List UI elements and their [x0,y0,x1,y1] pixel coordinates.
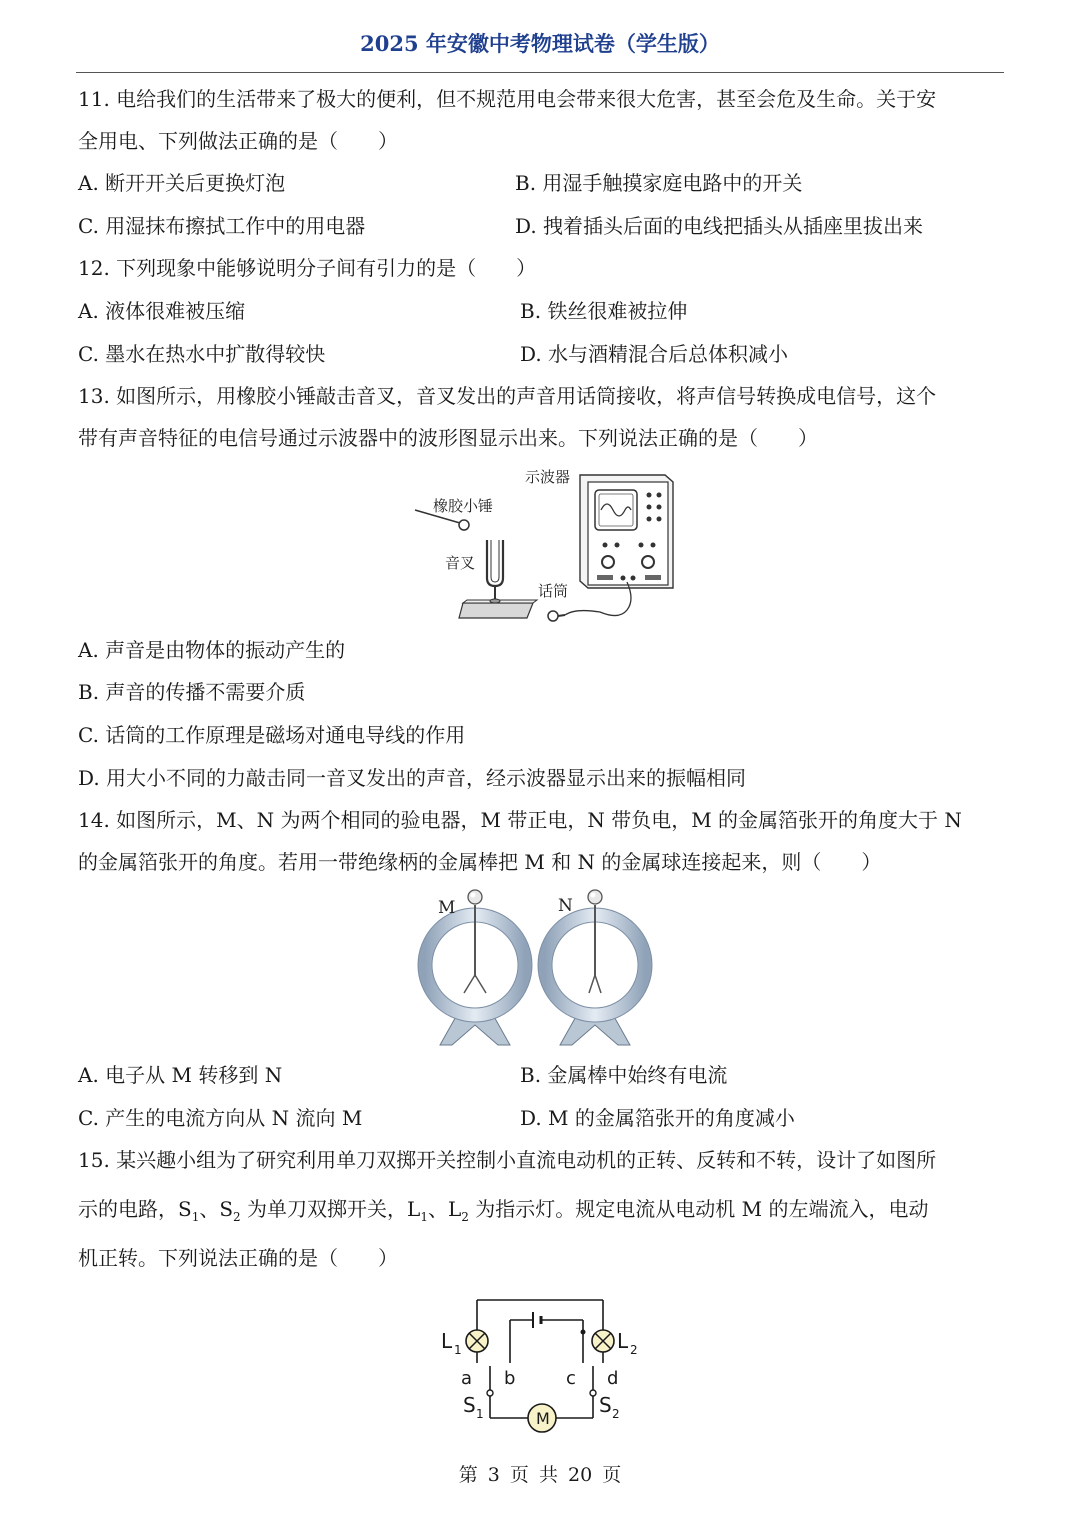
q14-option-a[interactable]: A. 电子从 M 转移到 N [78,1063,283,1087]
s1-label: S [463,1393,476,1417]
page-number: 第 3 页 共 20 页 [458,1464,622,1486]
switch-s2 [590,1390,596,1396]
oscilloscope-label: 示波器 [525,468,571,486]
q11-stem-line1: 11. 电给我们的生活带来了极大的便利，但不规范用电会带来很大危害，甚至会危及生命。关于安 [78,87,937,111]
q14-option-c[interactable]: C. 产生的电流方向从 N 流向 M [78,1106,363,1130]
contact-c-label: c [566,1368,576,1389]
q15-stem-line3: 机正转。下列说法正确的是（ ） [78,1246,398,1270]
fork-base [459,603,533,618]
electroscope-m-label: M [438,898,456,918]
q11-stem-line2: 全用电、下列做法正确的是（ ） [78,129,398,153]
oscilloscope-knob-left [602,556,614,568]
contact-a-label: a [461,1368,473,1389]
q12-option-a[interactable]: A. 液体很难被压缩 [78,299,246,323]
oscilloscope-knob-right [642,556,654,568]
header-divider [76,72,1004,73]
page-title: 2025 年安徽中考物理试卷（学生版） [360,31,720,56]
q12-option-c[interactable]: C. 墨水在热水中扩散得较快 [78,342,326,366]
lamp-l1 [466,1330,488,1352]
q13-option-a[interactable]: A. 声音是由物体的振动产生的 [78,638,346,662]
q13-stem-line1: 13. 如图所示，用橡胶小锤敲击音叉，音叉发出的声音用话筒接收，将声信号转换成电信号，这个 [78,384,937,408]
q13-option-d[interactable]: D. 用大小不同的力敲击同一音叉发出的声音，经示波器显示出来的振幅相同 [78,766,747,790]
contact-d-label: d [607,1368,619,1389]
svg-text:2: 2 [612,1407,620,1421]
motor-label: M [536,1409,550,1428]
q11-option-d[interactable]: D. 拽着插头后面的电线把插头从插座里拔出来 [515,214,924,238]
microphone [548,611,558,621]
switch-s1 [487,1390,493,1396]
hammer-head [459,520,469,530]
q13-stem-line2: 带有声音特征的电信号通过示波器中的波形图显示出来。下列说法正确的是（ ） [78,426,818,450]
q14-stem-line1: 14. 如图所示，M、N 为两个相同的验电器，M 带正电，N 带负电，M 的金属箔张开的角度大于 N [78,808,962,832]
electroscope-figure [410,885,670,1055]
fork-label: 音叉 [445,554,476,572]
q13-option-b[interactable]: B. 声音的传播不需要介质 [78,680,306,704]
mic-label: 话筒 [538,582,569,600]
hammer-label: 橡胶小锤 [433,497,494,515]
q15-stem-line2: 示的电路，$S_1$、$S_2$ 为单刀双掷开关，$L_1$、$L_2$ 为指示灯。规定电流从电动机 M 的左端流入，电动 [78,1197,929,1224]
q13-option-c[interactable]: C. 话筒的工作原理是磁场对通电导线的作用 [78,723,466,747]
l2-label: L [617,1329,629,1353]
svg-text:2: 2 [630,1343,638,1357]
electroscope-n-label: N [558,896,573,916]
q14-option-d[interactable]: D. M 的金属箔张开的角度减小 [520,1106,795,1130]
electroscope-m [418,890,532,1045]
q12-stem-line1: 12. 下列现象中能够说明分子间有引力的是（ ） [78,256,537,280]
q14-stem-line2: 的金属箔张开的角度。若用一带绝缘柄的金属棒把 M 和 N 的金属球连接起来，则（ ） [78,850,882,874]
tuning-fork [487,540,503,586]
q15-stem-line1: 15. 某兴趣小组为了研究利用单刀双掷开关控制小直流电动机的正转、反转和不转，设计了如图所 [78,1148,937,1172]
q11-option-c[interactable]: C. 用湿抹布擦拭工作中的用电器 [78,214,366,238]
svg-text:1: 1 [476,1407,484,1421]
electroscope-n [538,890,652,1045]
q12-option-b[interactable]: B. 铁丝很难被拉伸 [520,299,688,323]
q11-option-a[interactable]: A. 断开开关后更换灯泡 [78,171,286,195]
s2-label: S [599,1393,612,1417]
contact-b-label: b [504,1368,516,1389]
lamp-l2 [592,1330,614,1352]
motor-circuit-figure [435,1290,655,1440]
q11-option-b[interactable]: B. 用湿手触摸家庭电路中的开关 [515,171,803,195]
l1-label: L [441,1329,453,1353]
q14-option-b[interactable]: B. 金属棒中始终有电流 [520,1063,728,1087]
q12-option-d[interactable]: D. 水与酒精混合后总体积减小 [520,342,789,366]
tuning-fork-oscilloscope-figure [405,460,685,630]
svg-text:1: 1 [454,1343,462,1357]
